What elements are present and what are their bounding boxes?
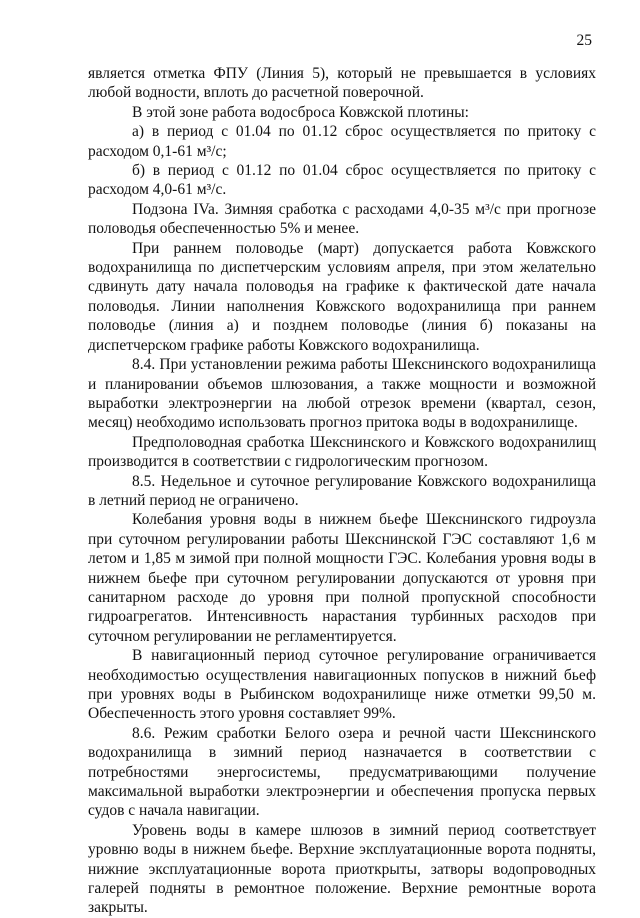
paragraph: При раннем половодье (март) допускается работа Ковжского водохранилища по диспетчерским условиям апреля, при этом желательно сдвинуть дату начала половодья на графике к фактической дате начала половодья. Линии наполнения Ковжского водохранилища при раннем половодье (линия а) и позднем половодье (линия б) показаны на диспетчерском графике работы Ковжского водохранилища. bbox=[88, 239, 596, 354]
page-number: 25 bbox=[576, 32, 592, 49]
paragraph: 8.6. Режим сработки Белого озера и речной части Шекснинского водохранилища в зимний период назначается в соответствии с потребностями энергосистемы, предусматривающими получение максимальной выработки электроэнергии и обеспечения пропуска первых судов с начала навигации. bbox=[88, 724, 596, 820]
paragraph: Предполоводная сработка Шекснинского и Ковжского водохранилищ производится в соответствии с гидрологическим прогнозом. bbox=[88, 433, 596, 471]
paragraph: В навигационный период суточное регулирование ограничивается необходимостью осуществления навигационных попусков в нижний бьеф при уровнях воды в Рыбинском водохранилище ниже отметки 99,50 м. Обеспеченность этого уровня составляет 99%. bbox=[88, 647, 596, 723]
paragraph: Колебания уровня воды в нижнем бьефе Шекснинского гидроузла при суточном регулировании работы Шекснинской ГЭС составляют 1,6 м летом и 1,85 м зимой при полной мощности ГЭС. Колебания уровня воды в нижнем бьефе при суточном регулировании допускаются от уровня при санитарном расходе до уровня при полной пропускной способности гидроагрегатов. Интенсивность нарастания турбинных расходов при суточном регулировании не регламентируется. bbox=[88, 511, 596, 645]
paragraph: является отметка ФПУ (Линия 5), который не превышается в условиях любой водности, вплоть до расчетной поверочной. bbox=[88, 65, 596, 102]
paragraph: Уровень воды в камере шлюзов в зимний период соответствует уровню воды в нижнем бьефе. Верхние эксплуатационные ворота подняты, нижние эксплуатационные ворота приоткрыты, затворы водопроводных галерей подняты в ремонтное положение. Верхние ремонтные ворота закрыты. bbox=[88, 821, 596, 917]
paragraph: 8.4. При установлении режима работы Шекснинского водохранилища и планировании объемов шлюзования, а также мощности и возможной выработки электроэнергии на любой отрезок времени (квартал, сезон, месяц) необходимо использовать прогноз притока воды в водохранилище. bbox=[88, 356, 596, 432]
paragraph: Подзона IVa. Зимняя сработка с расходами 4,0-35 м³/с при прогнозе половодья обеспеченностью 5% и менее. bbox=[88, 200, 596, 238]
paragraph: б) в период с 01.12 по 01.04 сброс осуществляется по притоку с расходом 4,0-61 м³/с. bbox=[88, 162, 596, 199]
paragraph: В этой зоне работа водосброса Ковжской плотины: bbox=[132, 103, 469, 121]
paragraph: 8.5. Недельное и суточное регулирование Ковжского водохранилища в летний период не ограничено. bbox=[88, 472, 596, 509]
paragraph: а) в период с 01.04 по 01.12 сброс осуществляется по притоку с расходом 0,1-61 м³/с; bbox=[88, 123, 596, 160]
document-body bbox=[88, 64, 596, 918]
